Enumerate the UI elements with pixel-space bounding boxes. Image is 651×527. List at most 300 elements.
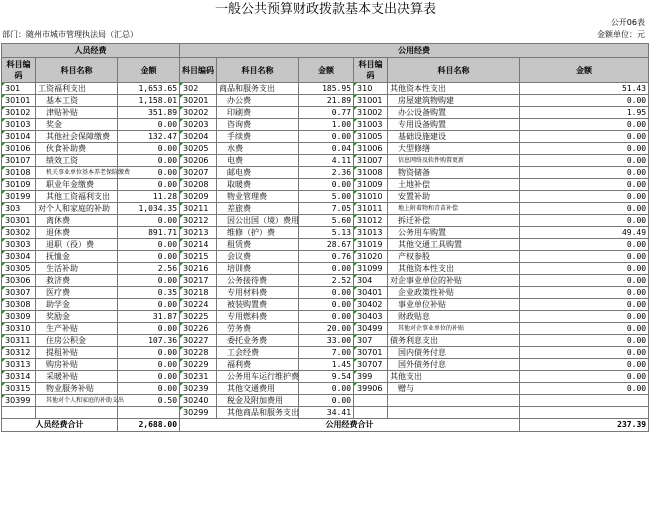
column-header-row: [2, 58, 649, 83]
name-cell: 采暖补贴: [36, 371, 118, 383]
name-cell: 奖励金: [36, 311, 118, 323]
amount-cell: 0.00: [299, 179, 354, 191]
amount-cell: 2.36: [299, 167, 354, 179]
section-header-row: [2, 44, 649, 58]
table-row: [2, 311, 649, 323]
name-cell: 生活补助: [36, 263, 118, 275]
name-cell: 大型修缮: [388, 143, 520, 155]
name-cell: 会议费: [217, 251, 299, 263]
name-cell: [388, 407, 520, 419]
amount-cell: 0.00: [118, 215, 180, 227]
personnel-total-value: 2,688.00: [118, 419, 180, 432]
code-cell: 30306: [2, 275, 36, 287]
code-cell: 31002: [354, 107, 388, 119]
amount-cell: 0.00: [118, 383, 180, 395]
code-cell: 30240: [180, 395, 217, 407]
name-cell: 国内债务付息: [388, 347, 520, 359]
amount-cell: 49.49: [520, 227, 649, 239]
code-cell: 30109: [2, 179, 36, 191]
name-cell: 赠与: [388, 383, 520, 395]
code-cell: 30399: [2, 395, 36, 407]
personnel-total-label: 人员经费合计: [2, 419, 118, 432]
amount-cell: 0.35: [118, 287, 180, 299]
name-cell: 工会经费: [217, 347, 299, 359]
name-cell: 债务利息支出: [388, 335, 520, 347]
code-cell: 399: [354, 371, 388, 383]
code-cell: 30207: [180, 167, 217, 179]
code-cell: 31020: [354, 251, 388, 263]
amount-cell: 0.00: [118, 359, 180, 371]
amount-cell: 0.00: [299, 287, 354, 299]
code-cell: 30226: [180, 323, 217, 335]
amount-cell: 351.89: [118, 107, 180, 119]
name-cell: 津贴补贴: [36, 107, 118, 119]
amount-cell: 33.00: [299, 335, 354, 347]
code-cell: 30311: [2, 335, 36, 347]
code-cell: 30218: [180, 287, 217, 299]
code-cell: 30229: [180, 359, 217, 371]
amount-cell: 0.00: [299, 299, 354, 311]
name-cell: 专用燃料费: [217, 311, 299, 323]
amount-cell: 0.00: [520, 179, 649, 191]
amount-cell: 0.00: [520, 383, 649, 395]
name-cell: 产权参股: [388, 251, 520, 263]
amount-cell: 5.13: [299, 227, 354, 239]
name-cell: 土地补偿: [388, 179, 520, 191]
amount-cell: [520, 407, 649, 419]
code-cell: 30231: [180, 371, 217, 383]
name-cell: 企业政策性补贴: [388, 287, 520, 299]
amount-cell: 1.45: [299, 359, 354, 371]
amount-cell: 0.00: [520, 215, 649, 227]
table-row: [2, 383, 649, 395]
amount-cell: 0.00: [118, 155, 180, 167]
table-row: [2, 107, 649, 119]
name-cell: 办公设备购置: [388, 107, 520, 119]
name-cell: 拆迁补偿: [388, 215, 520, 227]
name-cell: 医疗费: [36, 287, 118, 299]
amount-cell: 20.00: [299, 323, 354, 335]
amount-cell: 0.00: [520, 275, 649, 287]
code-cell: 31008: [354, 167, 388, 179]
name-cell: 购房补贴: [36, 359, 118, 371]
col-code-1: 科目编码: [2, 58, 36, 83]
code-cell: 30305: [2, 263, 36, 275]
name-cell: 维修（护）费: [217, 227, 299, 239]
amount-cell: 1,653.65: [118, 83, 180, 95]
name-cell: 工资福利支出: [36, 83, 118, 95]
code-cell: 30315: [2, 383, 36, 395]
name-cell: 办公费: [217, 95, 299, 107]
name-cell: 国外债务付息: [388, 359, 520, 371]
amount-cell: 0.00: [520, 347, 649, 359]
amount-cell: 0.00: [520, 203, 649, 215]
code-cell: 30402: [354, 299, 388, 311]
table-row: [2, 167, 649, 179]
amount-cell: 1,158.01: [118, 95, 180, 107]
amount-cell: 0.00: [118, 167, 180, 179]
amount-cell: 0.00: [118, 119, 180, 131]
code-cell: 31010: [354, 191, 388, 203]
name-cell: 被装购置费: [217, 299, 299, 311]
amount-cell: 0.00: [118, 143, 180, 155]
code-cell: 31007: [354, 155, 388, 167]
table-row: [2, 95, 649, 107]
code-cell: 310: [354, 83, 388, 95]
name-cell: 绩效工资: [36, 155, 118, 167]
code-cell: 31013: [354, 227, 388, 239]
name-cell: 助学金: [36, 299, 118, 311]
name-cell: [388, 395, 520, 407]
name-cell: 基本工资: [36, 95, 118, 107]
amount-cell: 1,034.35: [118, 203, 180, 215]
form-code: 公开06表: [610, 18, 645, 27]
name-cell: 生产补贴: [36, 323, 118, 335]
name-cell: 伙食补助费: [36, 143, 118, 155]
amount-cell: [520, 395, 649, 407]
code-cell: 304: [354, 275, 388, 287]
code-cell: 30216: [180, 263, 217, 275]
name-cell: 财政贴息: [388, 311, 520, 323]
name-cell: 抚恤金: [36, 251, 118, 263]
name-cell: 事业单位补贴: [388, 299, 520, 311]
code-cell: 30202: [180, 107, 217, 119]
expenditure-table: [1, 43, 649, 432]
table-row: [2, 395, 649, 407]
col-name-3: 科目名称: [388, 58, 520, 83]
code-cell: 302: [180, 83, 217, 95]
table-row: [2, 119, 649, 131]
name-cell: 商品和服务支出: [217, 83, 299, 95]
amount-cell: 28.67: [299, 239, 354, 251]
name-cell: 福利费: [217, 359, 299, 371]
code-cell: 30303: [2, 239, 36, 251]
col-amount-1: 金额: [118, 58, 180, 83]
name-cell: 培训费: [217, 263, 299, 275]
code-cell: 31012: [354, 215, 388, 227]
name-cell: 电费: [217, 155, 299, 167]
table-row: [2, 287, 649, 299]
code-cell: 30307: [2, 287, 36, 299]
amount-cell: 0.00: [118, 323, 180, 335]
code-cell: 301: [2, 83, 36, 95]
name-cell: 租赁费: [217, 239, 299, 251]
code-cell: 30314: [2, 371, 36, 383]
code-cell: 30211: [180, 203, 217, 215]
amount-cell: [118, 407, 180, 419]
code-cell: 30304: [2, 251, 36, 263]
code-cell: 30301: [2, 215, 36, 227]
name-cell: 税金及附加费用: [217, 395, 299, 407]
amount-cell: 0.00: [520, 311, 649, 323]
name-cell: 物业服务补贴: [36, 383, 118, 395]
code-cell: 30313: [2, 359, 36, 371]
code-cell: 30206: [180, 155, 217, 167]
code-cell: 30106: [2, 143, 36, 155]
name-cell: 其他交通工具购置: [388, 239, 520, 251]
code-cell: 30108: [2, 167, 36, 179]
amount-cell: 0.76: [299, 251, 354, 263]
amount-cell: 0.00: [520, 155, 649, 167]
amount-cell: 0.00: [520, 323, 649, 335]
amount-cell: 0.00: [299, 311, 354, 323]
name-cell: [36, 407, 118, 419]
table-row: [2, 347, 649, 359]
name-cell: 其他交通费用: [217, 383, 299, 395]
code-cell: 303: [2, 203, 36, 215]
table-row: [2, 191, 649, 203]
table-row: [2, 83, 649, 95]
amount-cell: 2.52: [299, 275, 354, 287]
table-row: [2, 215, 649, 227]
name-cell: 水费: [217, 143, 299, 155]
amount-cell: 185.95: [299, 83, 354, 95]
amount-cell: 0.04: [299, 143, 354, 155]
code-cell: 30199: [2, 191, 36, 203]
unit-label: 金额单位：元: [597, 30, 645, 39]
amount-cell: 0.00: [118, 299, 180, 311]
code-cell: 30215: [180, 251, 217, 263]
name-cell: 退职（役）费: [36, 239, 118, 251]
col-name-2: 科目名称: [217, 58, 299, 83]
amount-cell: 5.00: [299, 191, 354, 203]
col-amount-2: 金额: [299, 58, 354, 83]
table-row: [2, 371, 649, 383]
amount-cell: 7.05: [299, 203, 354, 215]
code-cell: 30299: [180, 407, 217, 419]
name-cell: 因公出国（境）费用: [217, 215, 299, 227]
name-cell: 其他支出: [388, 371, 520, 383]
code-cell: 30401: [354, 287, 388, 299]
table-row: [2, 263, 649, 275]
table-row: [2, 227, 649, 239]
table-row: [2, 359, 649, 371]
amount-cell: 2.56: [118, 263, 180, 275]
code-cell: 30203: [180, 119, 217, 131]
name-cell: 救济费: [36, 275, 118, 287]
code-cell: 30212: [180, 215, 217, 227]
name-cell: 物资储备: [388, 167, 520, 179]
amount-cell: 0.00: [520, 359, 649, 371]
code-cell: [354, 407, 388, 419]
amount-cell: 0.00: [520, 299, 649, 311]
public-total-value: 237.39: [520, 419, 649, 432]
amount-cell: 31.87: [118, 311, 180, 323]
amount-cell: 0.00: [118, 347, 180, 359]
amount-cell: 0.00: [118, 179, 180, 191]
code-cell: 30217: [180, 275, 217, 287]
table-row: [2, 335, 649, 347]
name-cell: 房屋建筑物购建: [388, 95, 520, 107]
name-cell: 专用设备购置: [388, 119, 520, 131]
table-row: [2, 203, 649, 215]
name-cell: 物业管理费: [217, 191, 299, 203]
name-cell: 专用材料费: [217, 287, 299, 299]
code-cell: [2, 407, 36, 419]
amount-cell: 0.00: [520, 167, 649, 179]
table-row: [2, 143, 649, 155]
amount-cell: 0.00: [299, 383, 354, 395]
amount-cell: 132.47: [118, 131, 180, 143]
amount-cell: 0.00: [520, 371, 649, 383]
personnel-header: 人员经费: [2, 44, 180, 58]
amount-cell: 0.00: [520, 251, 649, 263]
name-cell: 咨询费: [217, 119, 299, 131]
code-cell: 39906: [354, 383, 388, 395]
name-cell: 基础设施建设: [388, 131, 520, 143]
table-row: [2, 323, 649, 335]
name-cell: 安置补助: [388, 191, 520, 203]
name-cell: 机关事业单位基本养老保险缴费: [36, 167, 118, 179]
name-cell: 对个人和家庭的补助: [36, 203, 118, 215]
code-cell: 30308: [2, 299, 36, 311]
code-cell: 31019: [354, 239, 388, 251]
name-cell: 退休费: [36, 227, 118, 239]
amount-cell: 51.43: [520, 83, 649, 95]
amount-cell: 0.00: [520, 131, 649, 143]
table-row: [2, 131, 649, 143]
code-cell: 30499: [354, 323, 388, 335]
report-meta: [2, 29, 649, 41]
code-cell: 30208: [180, 179, 217, 191]
col-code-3: 科目编码: [354, 58, 388, 83]
code-cell: 30707: [354, 359, 388, 371]
amount-cell: 0.00: [520, 263, 649, 275]
amount-cell: 0.00: [118, 275, 180, 287]
name-cell: 其他社会保障缴费: [36, 131, 118, 143]
code-cell: 30101: [2, 95, 36, 107]
col-amount-3: 金额: [520, 58, 649, 83]
amount-cell: 0.00: [520, 119, 649, 131]
amount-cell: 0.00: [299, 395, 354, 407]
amount-cell: 0.00: [118, 251, 180, 263]
amount-cell: 4.11: [299, 155, 354, 167]
table-row: [2, 251, 649, 263]
department-label: 部门：随州市城市管理执法局（汇总）: [2, 30, 138, 39]
name-cell: 其他商品和服务支出: [217, 407, 299, 419]
table-row: [2, 155, 649, 167]
name-cell: 奖金: [36, 119, 118, 131]
code-cell: 31006: [354, 143, 388, 155]
name-cell: 取暖费: [217, 179, 299, 191]
code-cell: [354, 395, 388, 407]
code-cell: 31011: [354, 203, 388, 215]
code-cell: 30225: [180, 311, 217, 323]
code-cell: 30228: [180, 347, 217, 359]
amount-cell: 107.36: [118, 335, 180, 347]
amount-cell: 5.60: [299, 215, 354, 227]
code-cell: 31099: [354, 263, 388, 275]
amount-cell: 0.50: [118, 395, 180, 407]
name-cell: 邮电费: [217, 167, 299, 179]
amount-cell: 0.77: [299, 107, 354, 119]
report-title: 一般公共预算财政拨款基本支出决算表: [214, 2, 436, 17]
name-cell: 公务用车运行维护费: [217, 371, 299, 383]
code-cell: 30312: [2, 347, 36, 359]
name-cell: 职业年金缴费: [36, 179, 118, 191]
public-total-label: 公用经费合计: [180, 419, 520, 432]
amount-cell: 1.95: [520, 107, 649, 119]
amount-cell: 7.00: [299, 347, 354, 359]
code-cell: 31003: [354, 119, 388, 131]
code-cell: 30204: [180, 131, 217, 143]
code-cell: 307: [354, 335, 388, 347]
amount-cell: 0.00: [299, 131, 354, 143]
name-cell: 公务用车购置: [388, 227, 520, 239]
code-cell: 31005: [354, 131, 388, 143]
code-cell: 31001: [354, 95, 388, 107]
amount-cell: 0.00: [118, 371, 180, 383]
code-cell: 30309: [2, 311, 36, 323]
amount-cell: 0.00: [520, 335, 649, 347]
code-cell: 30302: [2, 227, 36, 239]
code-cell: 30103: [2, 119, 36, 131]
col-name-1: 科目名称: [36, 58, 118, 83]
name-cell: 印刷费: [217, 107, 299, 119]
total-row: [2, 419, 649, 432]
table-row: [2, 275, 649, 287]
table-row: [2, 239, 649, 251]
amount-cell: 34.41: [299, 407, 354, 419]
code-cell: 30214: [180, 239, 217, 251]
name-cell: 离休费: [36, 215, 118, 227]
code-cell: 30224: [180, 299, 217, 311]
code-cell: 30209: [180, 191, 217, 203]
table-row: [2, 407, 649, 419]
name-cell: 其他资本性支出: [388, 83, 520, 95]
code-cell: 30701: [354, 347, 388, 359]
code-cell: 31009: [354, 179, 388, 191]
amount-cell: 9.54: [299, 371, 354, 383]
name-cell: 其他资本性支出: [388, 263, 520, 275]
code-cell: 30227: [180, 335, 217, 347]
code-cell: 30239: [180, 383, 217, 395]
name-cell: 公务接待费: [217, 275, 299, 287]
name-cell: 其他工资福利支出: [36, 191, 118, 203]
amount-cell: 0.00: [520, 287, 649, 299]
amount-cell: 11.28: [118, 191, 180, 203]
name-cell: 地上附着物和青苗补偿: [388, 203, 520, 215]
name-cell: 劳务费: [217, 323, 299, 335]
amount-cell: 0.00: [520, 191, 649, 203]
name-cell: 提租补贴: [36, 347, 118, 359]
amount-cell: 1.00: [299, 119, 354, 131]
code-cell: 30213: [180, 227, 217, 239]
name-cell: 手续费: [217, 131, 299, 143]
col-code-2: 科目编码: [180, 58, 217, 83]
name-cell: 其他对个人和家庭的补助支出: [36, 395, 118, 407]
code-cell: 30102: [2, 107, 36, 119]
amount-cell: 0.00: [118, 239, 180, 251]
table-row: [2, 179, 649, 191]
name-cell: 其他对企事业单位的补贴: [388, 323, 520, 335]
name-cell: 信息网络及软件购置更新: [388, 155, 520, 167]
name-cell: 住房公积金: [36, 335, 118, 347]
public-header: 公用经费: [180, 44, 649, 58]
name-cell: 差旅费: [217, 203, 299, 215]
amount-cell: 0.00: [299, 263, 354, 275]
amount-cell: 891.71: [118, 227, 180, 239]
code-cell: 30310: [2, 323, 36, 335]
amount-cell: 0.00: [520, 143, 649, 155]
name-cell: 对企事业单位的补贴: [388, 275, 520, 287]
code-cell: 30107: [2, 155, 36, 167]
amount-cell: 0.00: [520, 239, 649, 251]
table-row: [2, 299, 649, 311]
code-cell: 30403: [354, 311, 388, 323]
amount-cell: 21.89: [299, 95, 354, 107]
amount-cell: 0.00: [520, 95, 649, 107]
